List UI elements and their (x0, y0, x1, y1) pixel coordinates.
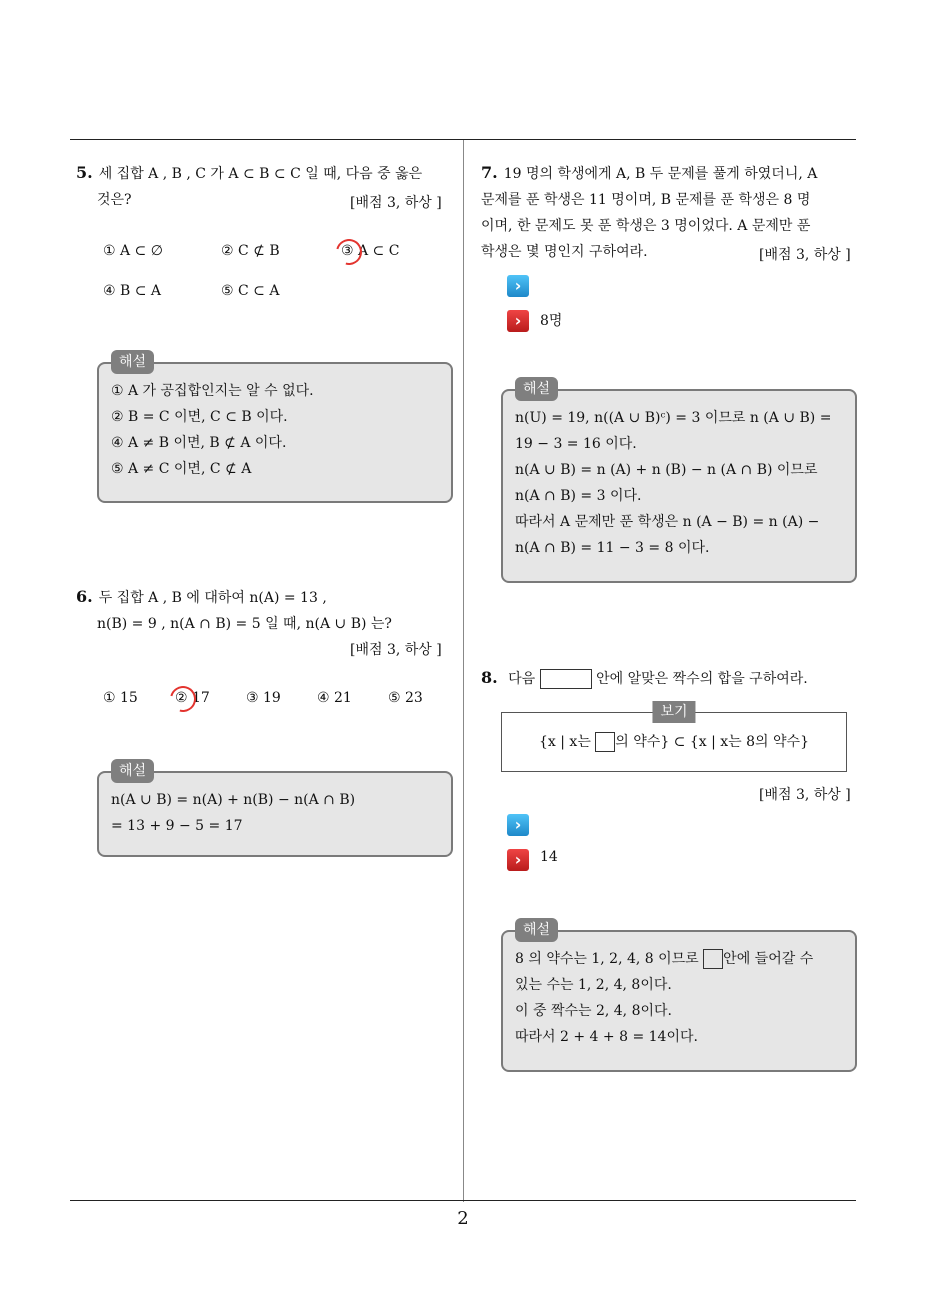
explanation-text: 8 의 약수는 1, 2, 4, 8 이므로 (515, 951, 699, 967)
example-text: {x | x는 (539, 734, 591, 750)
question-8 (481, 665, 861, 692)
explanation-text: 안에 들어갈 수 (723, 951, 814, 967)
choice-5[interactable]: ⑤ 23 (388, 690, 423, 706)
answer-circle-mark: ③ A ⊂ C (341, 243, 400, 259)
question-number: 7. (481, 163, 498, 182)
explanation-tag: 해설 (515, 377, 558, 401)
explanation-line: 19 − 3 = 16 이다. (515, 436, 637, 452)
column-divider (463, 140, 464, 1202)
answer-arrow-icon[interactable]: › (507, 849, 529, 871)
explanation-line: 이 중 짝수는 2, 4, 8이다. (515, 1003, 672, 1019)
question-text-line: 학생은 몇 명인지 구하여라. (481, 244, 648, 260)
explanation-box-q6 (97, 763, 453, 857)
choice-4[interactable]: ④ B ⊂ A (103, 283, 162, 299)
explanation-line: n(U) = 19, n((A ∪ B)ᶜ) = 3 이므로 n (A ∪ B) = (515, 410, 832, 426)
bottom-rule (70, 1200, 856, 1201)
explanation-line: n(A ∩ B) = 3 이다. (515, 488, 642, 504)
score-label: [배점 3, 하상 ] (759, 787, 851, 803)
question-text-line: 두 집합 A , B 에 대하여 n(A) = 13 , (98, 590, 327, 606)
explanation-line: n(A ∪ B) = n(A) + n(B) − n(A ∩ B) (111, 792, 356, 808)
question-6 (76, 584, 456, 637)
score-label: [배점 3, 하상 ] (759, 247, 851, 263)
expand-arrow-icon[interactable]: › (507, 814, 529, 836)
choice-3-selected[interactable] (341, 243, 399, 259)
explanation-line: ② B = C 이면, C ⊂ B 이다. (111, 409, 288, 425)
answer-value: 8명 (540, 313, 563, 329)
answer-circle-mark: ② 17 (175, 690, 210, 706)
explanation-line: 따라서 A 문제만 푼 학생은 n (A − B) = n (A) − (515, 514, 820, 530)
choice-5[interactable]: ⑤ C ⊂ A (221, 283, 280, 299)
question-text-line: 것은? (97, 192, 132, 208)
blank-box (595, 732, 615, 752)
choice-2-selected[interactable] (175, 690, 210, 706)
explanation-line: n(A ∩ B) = 11 − 3 = 8 이다. (515, 540, 710, 556)
answer-arrow-icon[interactable]: › (507, 310, 529, 332)
explanation-line: 따라서 2 + 4 + 8 = 14이다. (515, 1029, 698, 1045)
choice-3[interactable]: ③ 19 (246, 690, 281, 706)
explanation-box-q5 (97, 354, 453, 503)
question-text-line: 문제를 푼 학생은 11 명이며, B 문제를 푼 학생은 8 명 (481, 192, 811, 208)
example-expression (502, 731, 846, 752)
question-number: 5. (76, 163, 93, 182)
choice-2[interactable]: ② C ⊄ B (221, 243, 280, 259)
explanation-tag: 해설 (515, 918, 558, 942)
question-text: 안에 알맞은 짝수의 합을 구하여라. (596, 671, 808, 687)
explanation-line: ④ A ≠ B 이면, B ⊄ A 이다. (111, 435, 287, 451)
expand-arrow-icon[interactable]: › (507, 275, 529, 297)
explanation-box-q7 (501, 381, 857, 583)
explanation-line: ① A 가 공집합인지는 알 수 없다. (111, 383, 314, 399)
page-number: 2 (457, 1208, 469, 1229)
explanation-line: n(A ∪ B) = n (A) + n (B) − n (A ∩ B) 이므로 (515, 462, 818, 478)
score-label: [배점 3, 하상 ] (350, 642, 442, 658)
explanation-line: ⑤ A ≠ C 이면, C ⊄ A (111, 461, 252, 477)
blank-box (703, 949, 723, 969)
choice-1[interactable]: ① A ⊂ ∅ (103, 243, 163, 259)
example-text: 의 약수} ⊂ {x | x는 8의 약수} (615, 734, 809, 750)
explanation-line (515, 946, 843, 972)
score-label: [배점 3, 하상 ] (350, 195, 442, 211)
explanation-tag: 해설 (111, 759, 154, 783)
question-number: 6. (76, 587, 93, 606)
explanation-line: 있는 수는 1, 2, 4, 8이다. (515, 977, 672, 993)
example-box (501, 704, 847, 772)
explanation-tag: 해설 (111, 350, 154, 374)
answer-blank-box (540, 669, 592, 689)
answer-value: 14 (540, 849, 558, 865)
question-text-line: n(B) = 9 , n(A ∩ B) = 5 일 때, n(A ∪ B) 는? (97, 616, 392, 632)
choice-1[interactable]: ① 15 (103, 690, 138, 706)
choice-4[interactable]: ④ 21 (317, 690, 352, 706)
question-text: 다음 (508, 671, 536, 687)
question-text-line: 19 명의 학생에게 A, B 두 문제를 풀게 하였더니, A (503, 166, 818, 182)
question-text-line: 세 집합 A , B , C 가 A ⊂ B ⊂ C 일 때, 다음 중 옳은 (98, 166, 423, 182)
question-text-line: 이며, 한 문제도 못 푼 학생은 3 명이었다. A 문제만 푼 (481, 218, 811, 234)
question-number: 8. (481, 668, 498, 687)
explanation-box-q8 (501, 922, 857, 1072)
example-tag: 보기 (652, 701, 695, 723)
explanation-line: = 13 + 9 − 5 = 17 (111, 818, 243, 834)
